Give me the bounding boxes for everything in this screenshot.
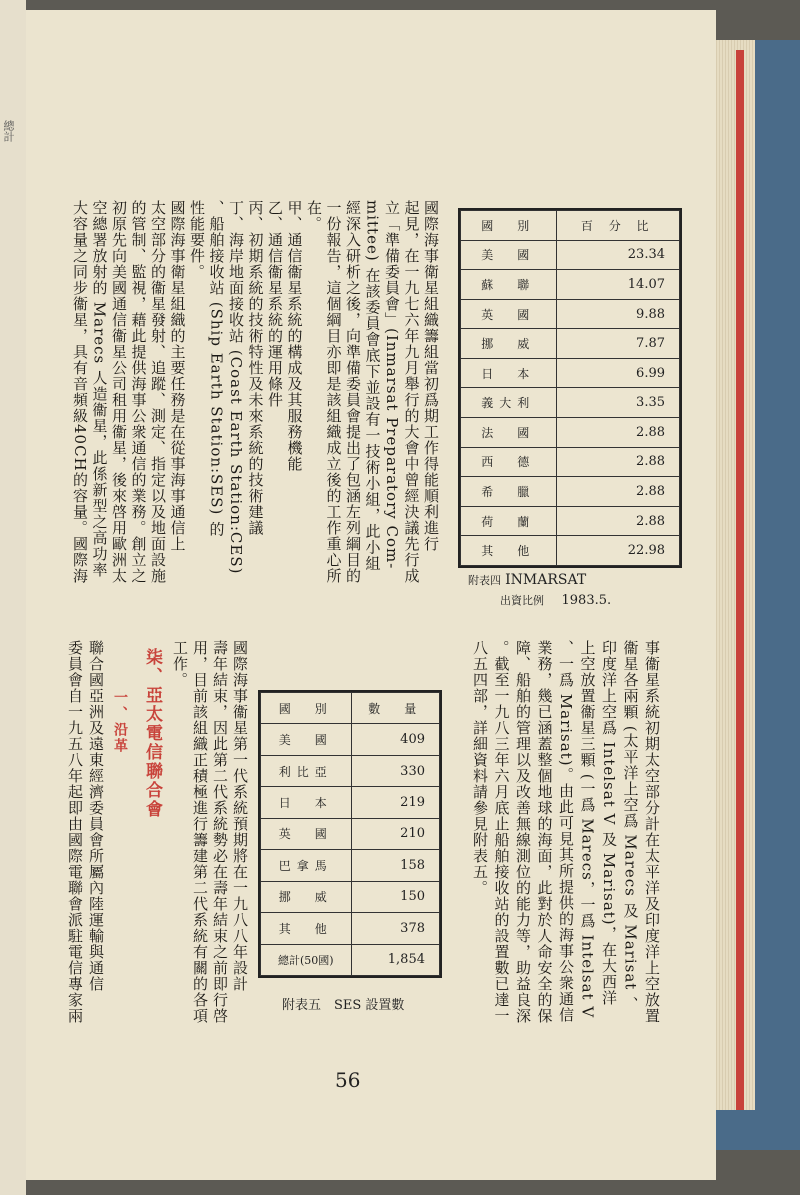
value-cell: 2.88: [556, 418, 680, 448]
value-cell: 409: [351, 724, 439, 755]
table5-caption: 附表五 SES 設置數: [282, 998, 405, 1013]
table-header-cell: 百 分 比: [556, 211, 680, 241]
table-row: [261, 724, 440, 755]
text-column: 大容量之同步衞星，具有音頻級40CH的容量。國際海: [71, 200, 89, 584]
country-cell: 希 臘: [461, 477, 557, 507]
value-cell: 3.35: [556, 388, 680, 418]
caption-prefix: 附表四: [468, 574, 501, 587]
table-row: [261, 850, 440, 881]
value-cell: 158: [351, 850, 439, 881]
text-column: 初原先向美國通信衞星公司租用衞星，後來啓用歐洲太: [110, 200, 128, 584]
table-row: [461, 447, 680, 477]
country-cell: 利比亞: [261, 755, 352, 786]
text-column: 業務，幾已涵蓋整個地球的海面，此對於人命安全的保: [535, 640, 554, 1024]
text-column: 八五四部，詳細資料請參見附表五。: [471, 640, 489, 896]
value-cell: 219: [351, 787, 439, 818]
value-cell: 210: [351, 818, 439, 849]
table-row: [261, 881, 440, 912]
table-row: [461, 270, 680, 300]
table-row: [461, 418, 680, 448]
table-row: [461, 299, 680, 329]
text-column: 起見，在一九七六年九月舉行的大會中曾經決議先行成: [402, 200, 421, 584]
table-row: [461, 536, 680, 566]
upper-body-text: [70, 200, 440, 620]
value-cell: 14.07: [556, 270, 680, 300]
table-row: [261, 787, 440, 818]
text-column: 障、船舶的管理以及改善無線測位的能力等，助益良深: [514, 640, 532, 1024]
text-column: 用，目前該組織正積極進行籌建第二代系統有關的各項: [191, 640, 209, 1024]
value-cell: 6.99: [556, 358, 680, 388]
table-row: [261, 913, 440, 944]
table-header-row: [461, 211, 680, 241]
value-cell: 2.88: [556, 506, 680, 536]
table-row: [461, 329, 680, 359]
value-cell: 378: [351, 913, 439, 944]
text-column: 國際海事衛星組織籌組當初爲期工作得能順利進行: [422, 200, 440, 552]
country-cell: 英 國: [261, 818, 352, 849]
country-cell: 英 國: [461, 299, 557, 329]
table4-subcaption: [500, 592, 700, 608]
page-number: 56: [335, 1068, 361, 1092]
value-cell: 22.98: [556, 536, 680, 566]
text-column: 壽年結束，因此第二代系統勢必在壽年結束之前即行啓: [211, 640, 229, 1024]
country-cell: 美 國: [461, 240, 557, 270]
country-cell: 其 他: [461, 536, 557, 566]
text-column: 丙、初期系統的技術特性及未來系統的技術建議: [246, 200, 265, 536]
text-column: 上空放置衞星三顆 (一爲 Marecs，一爲 Intelsat V: [578, 640, 597, 1019]
text-column: 國際海事衞星第一代系統預期將在一九八八年設計: [231, 640, 249, 992]
country-cell: 西 德: [461, 447, 557, 477]
value-cell: 2.88: [556, 477, 680, 507]
text-column: 太空部分的衞星發射、追蹤、測定、指定以及地面設施: [149, 200, 167, 584]
lower-right-body-text: [452, 640, 662, 1050]
text-column: 事衞星系統初期太空部分計在太平洋及印度洋上空放置: [643, 640, 661, 1024]
previous-page-fragment: 總計: [2, 120, 15, 142]
country-cell: 總計(50國): [261, 944, 352, 976]
text-column: 的管制、監視，藉此提供海事公衆通信的業務。創立之: [129, 200, 148, 584]
text-column: 聯合國亞洲及遠東經濟委員會所屬內陸運輸與通信: [87, 640, 105, 992]
text-column: 經深入研析之後，向準備委員會提出了包涵左列綱目的: [344, 200, 362, 584]
value-cell: 9.88: [556, 299, 680, 329]
value-cell: 1,854: [351, 944, 439, 976]
text-column: 衞星各兩顆 (太平洋上空爲 Marecs 及 Marisat 、: [621, 640, 640, 1013]
country-cell: 挪 威: [461, 329, 557, 359]
table-header-cell: 數 量: [351, 693, 439, 724]
country-cell: 其 他: [261, 913, 352, 944]
caption-date: 1983.5.: [561, 593, 612, 608]
table-row: [461, 388, 680, 418]
table-inmarsat-share: [458, 208, 682, 568]
section-heading: 柒、亞太電信聯合會: [142, 648, 162, 819]
country-cell: 挪 威: [261, 881, 352, 912]
text-column: 委員會自一九五八年起即由國際電聯會派駐電信專家兩: [66, 640, 84, 1024]
text-column: 甲、通信衞星系統的構成及其服務機能: [285, 200, 304, 472]
text-column: 印度洋上空爲 Intelsat V 及 Marisat)，在大西洋: [600, 640, 618, 1006]
table-row: [461, 506, 680, 536]
subsection-heading: 一、沿革: [112, 690, 128, 754]
table4-caption: [468, 572, 698, 588]
value-cell: 330: [351, 755, 439, 786]
table-row: [461, 358, 680, 388]
text-column: 一份報告，這個綱目亦即是該組織成立後的工作重心所: [324, 200, 343, 584]
table-row: [461, 477, 680, 507]
caption-sub: 出資比例: [500, 594, 544, 607]
value-cell: 23.34: [556, 240, 680, 270]
text-column: 工作。: [171, 640, 189, 688]
text-column: 性能要件。: [188, 200, 206, 280]
table-row: [261, 944, 440, 976]
country-cell: 荷 蘭: [461, 506, 557, 536]
country-cell: 法 國: [461, 418, 557, 448]
text-column: 在。: [305, 200, 323, 232]
previous-page-edge: [0, 0, 26, 1195]
table-header-cell: 國 別: [461, 211, 557, 241]
table-row: [261, 755, 440, 786]
text-column: 丁、海岸地面接收站 (Coast Earth Station:CES): [227, 200, 245, 575]
text-column: 、一爲 Marisat)。由此可見其所提供的海事公衆通信: [557, 640, 575, 1023]
country-cell: 美 國: [261, 724, 352, 755]
red-page-edge: [736, 50, 744, 1110]
text-column: 、船舶接收站 (Ship Earth Station:SES) 的: [207, 200, 226, 538]
value-cell: 7.87: [556, 329, 680, 359]
country-cell: 巴拿馬: [261, 850, 352, 881]
text-column: 國際海事衛星組織的主要任務是在從事海事通信上: [168, 200, 187, 552]
country-cell: 日 本: [261, 787, 352, 818]
text-column: 。截至一九八三年六月底止船舶接收站的設置數已達一: [492, 640, 511, 1024]
value-cell: 150: [351, 881, 439, 912]
text-column: 乙、通信衞星系統的運用條件: [266, 200, 284, 408]
table-row: [461, 240, 680, 270]
table-header-cell: 國 別: [261, 693, 352, 724]
country-cell: 日 本: [461, 358, 557, 388]
value-cell: 2.88: [556, 447, 680, 477]
lower-left-body-text: [60, 640, 106, 1060]
lower-middle-body-text: [170, 640, 250, 1050]
text-column: 立「準備委員會」(Inmarsat Preparatory Com-: [383, 200, 401, 570]
text-column: mittee) 在該委員會底下並設有一技術小組，此小組: [363, 200, 382, 572]
table-row: [261, 818, 440, 849]
caption-title: INMARSAT: [505, 572, 587, 588]
country-cell: 義大利: [461, 388, 557, 418]
text-column: 空總署放射的 Marecs 人造衞星，此係新型之高功率: [90, 200, 109, 578]
country-cell: 蘇 聯: [461, 270, 557, 300]
table-header-row: [261, 693, 440, 724]
table-ses-count: [258, 690, 442, 978]
